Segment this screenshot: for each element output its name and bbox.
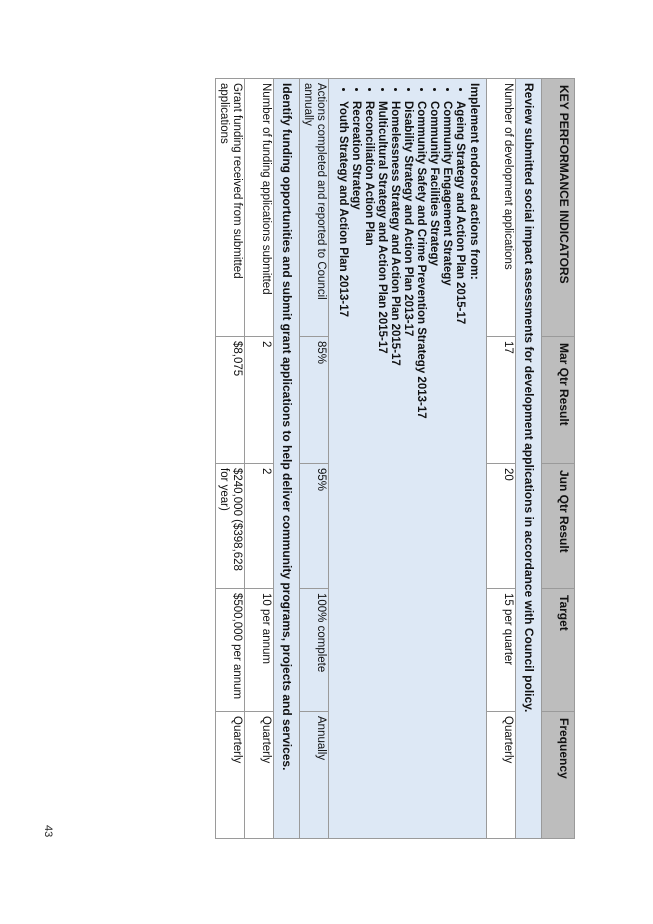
frequency-cell: Quarterly <box>245 712 274 839</box>
kpi-table <box>215 78 575 839</box>
list-item: • Ageing Strategy and Action Plan 2015-17 <box>453 101 466 834</box>
mar-result-cell: 2 <box>245 337 274 464</box>
kpi-cell: Number of funding applications submitted <box>245 79 274 337</box>
header-jun-qtr: Jun Qtr Result <box>542 464 575 589</box>
jun-result-cell: $240,000 ($398,628 for year) <box>216 464 245 589</box>
jun-result-cell: 20 <box>487 464 516 589</box>
frequency-cell: Quarterly <box>216 712 245 839</box>
header-mar-qtr: Mar Qtr Result <box>542 337 575 464</box>
table-row <box>216 79 245 839</box>
list-item: • Homelessness Strategy and Action Plan 2015-17 <box>388 101 401 834</box>
kpi-cell: Actions completed and reported to Council annually <box>300 79 329 337</box>
actions-cell <box>329 79 487 839</box>
jun-result-cell: 2 <box>245 464 274 589</box>
frequency-cell: Quarterly <box>487 712 516 839</box>
kpi-cell: Number of development applications <box>487 79 516 337</box>
section-header-row <box>274 79 300 839</box>
list-item: • Recreation Strategy <box>349 101 362 834</box>
section-title: Identify funding opportunities and submit grant applications to help deliver community programs, projects and services. <box>274 79 300 839</box>
mar-result-cell: 17 <box>487 337 516 464</box>
list-item: • Community Safety and Crime Prevention Strategy 2013-17 <box>414 101 427 834</box>
list-item: • Youth Strategy and Action Plan 2013-17 <box>336 101 349 834</box>
actions-title: Implement endorsed actions from: <box>468 83 482 280</box>
target-cell: 100% complete <box>300 589 329 712</box>
table-header-row <box>542 79 575 839</box>
mar-result-cell: $8,075 <box>216 337 245 464</box>
rotated-page-content <box>165 78 575 838</box>
kpi-cell: Grant funding received from submitted applications <box>216 79 245 337</box>
list-item: • Community Facilities Strategy <box>427 101 440 834</box>
actions-list <box>336 83 466 834</box>
section-title: Review submitted social impact assessments for development applications in accordance with Council policy. <box>516 79 542 839</box>
target-cell: $500,000 per annum <box>216 589 245 712</box>
list-item: • Reconciliation Action Plan <box>362 101 375 834</box>
header-kpi: KEY PERFORMANCE INDICATORS <box>542 79 575 337</box>
page-number: 43 <box>42 825 54 838</box>
target-cell: 10 per annum <box>245 589 274 712</box>
table-row <box>487 79 516 839</box>
section-header-row <box>516 79 542 839</box>
mar-result-cell: 85% <box>300 337 329 464</box>
jun-result-cell: 95% <box>300 464 329 589</box>
header-frequency: Frequency <box>542 712 575 839</box>
target-cell: 15 per quarter <box>487 589 516 712</box>
list-item: • Disability Strategy and Action Plan 2013-17 <box>401 101 414 834</box>
header-target: Target <box>542 589 575 712</box>
list-item: • Community Engagement Strategy <box>440 101 453 834</box>
frequency-cell: Annually <box>300 712 329 839</box>
list-item: • Multicultural Strategy and Action Plan 2015-17 <box>375 101 388 834</box>
table-row <box>245 79 274 839</box>
actions-header-row <box>329 79 487 839</box>
table-row <box>300 79 329 839</box>
